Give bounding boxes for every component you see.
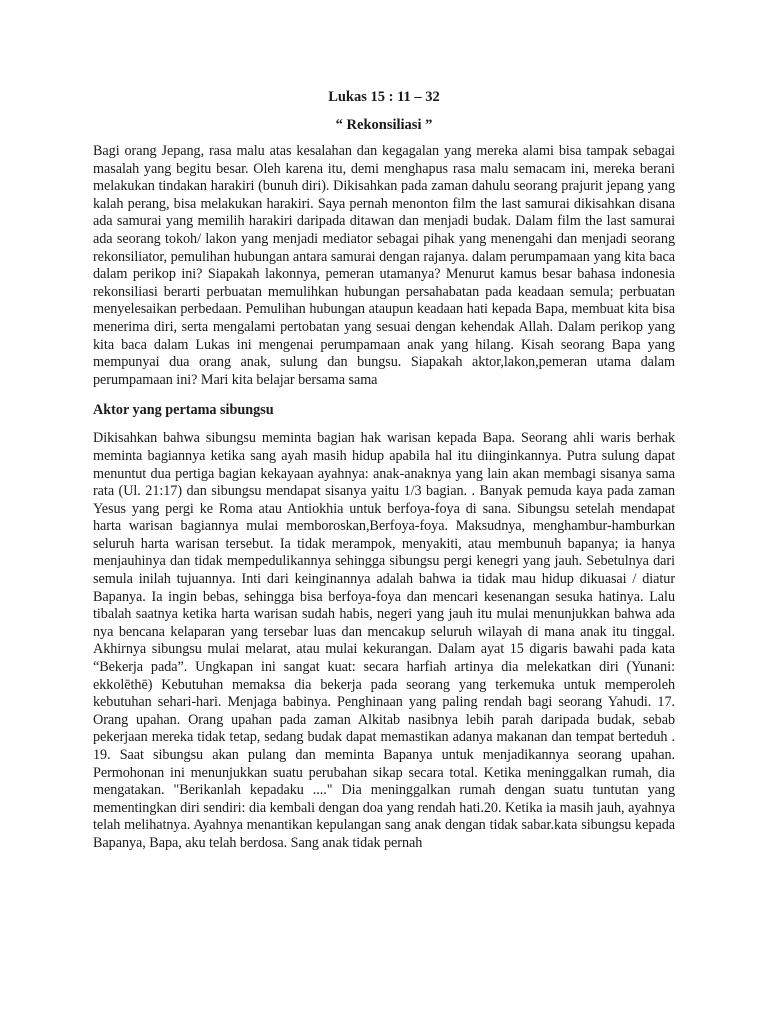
document-title: Lukas 15 : 11 – 32 [328, 89, 440, 105]
document-subtitle: “ Rekonsiliasi ” [335, 117, 433, 133]
section-paragraph: Dikisahkan bahwa sibungsu meminta bagian hak warisan kepada Bapa. Seorang ahli waris berhak meminta bagiannya ketika sang ayah masih hidup apabila hal itu diinginkannya. Putra sulung dapat menuntut dua pertiga bagian kekayaan ayahnya: anak-anaknya yang lain akan membagi sisanya sama rata (Ul. 21:17) dan sibungsu mendapat sisanya yaitu 1/3 bagian. . Banyak pemuda kaya pada zaman Yesus yang pergi ke Roma atau Antiokhia untuk berfoya-foya di sana. Sibungsu setelah mendapat harta warisan bagiannya mulai memboroskan,Berfoya-foya. Maksudnya, menghambur-hamburkan seluruh harta warisan tersebut. Ia tidak merampok, menyakiti, atau membunuh bapanya; ia hanya menjauhinya dan tidak mempedulikannya sehingga sibungsu pergi kenegri yang jauh. Sebetulnya dari semula inilah tujuannya. Inti dari keinginannya adalah bahwa ia tidak mau hidup dikuasai / diatur Bapanya. Ia ingin bebas, sehingga bisa berfoya-foya dan mencari kesenangan sesuka hatinya. Lalu tibalah saatnya ketika harta warisan sudah habis, negeri yang jauh itu mulai menunjukkan bahwa ada nya bencana kelaparan yang tersebar luas dan mencakup seluruh wilayah di mana anak itu tinggal. Akhirnya sibungsu mulai melarat, atau mulai kekurangan. Dalam ayat 15 digaris bawahi pada kata “Bekerja pada”. Ungkapan ini sangat kuat: secara harfiah artinya dia melekatkan diri (Yunani: ekkolēthē) Kebutuhan memaksa dia bekerja pada seorang yang terkemuka untuk memperoleh kebutuhan sehari-hari. Menjaga babinya. Penghinaan yang paling rendah bagi seorang Yahudi. 17. Orang upahan. Orang upahan pada zaman Alkitab nasibnya lebih parah daripada budak, sebab pekerjaan mereka tidak tetap, sedang budak dapat memastikan adanya makanan dan tempat berteduh . 19. Saat sibungsu akan pulang dan meminta Bapanya untuk menjadikannya seorang upahan. Permohonan ini menunjukkan suatu perubahan sikap secara total. Ketika meninggalkan rumah, dia mengatakan. "Berikanlah kepadaku ...." Dia meninggalkan rumah dengan suatu tuntutan yang mementingkan diri sendiri: dia kembali dengan doa yang rendah hati.20. Ketika ia masih jauh, ayahnya telah melihatnya. Ayahnya menantikan kepulangan sang anak dengan tidak sabar.kata sibungsu kepada Bapanya, Bapa, aku telah berdosa. Sang anak tidak pernah [93, 430, 675, 851]
document-page [93, 88, 675, 853]
section-heading: Aktor yang pertama sibungsu [93, 402, 274, 419]
intro-paragraph: Bagi orang Jepang, rasa malu atas kesalahan dan kegagalan yang mereka alami bisa tampak sebagai masalah yang begitu besar. Oleh karena itu, demi menghapus rasa malu semacam ini, mereka berani melakukan tindakan harakiri (bunuh diri). Dikisahkan pada zaman dahulu seorang prajurit jepang yang kalah perang, bisa melakukan harakiri. Saya pernah menonton film the last samurai dikisahkan disana ada samurai yang memilih harakiri daripada ditawan dan menjadi budak. Dalam film the last samurai ada seorang tokoh/ lakon yang menjadi mediator sebagai pihak yang menengahi dan menjadi seorang rekonsiliator, pemulihan hubungan antara samurai dengan rajanya. dalam perumpamaan yang kita baca dalam perikop ini? Siapakah lakonnya, pemeran utamanya? Menurut kamus besar bahasa indonesia rekonsiliasi berarti perbuatan memulihkan hubungan persahabatan pada keadaan semula; perbuatan menyelesaikan perbedaan. Pemulihan hubungan ataupun keadaan hati kepada Bapa, membuat kita bisa menerima diri, serta mengalami pertobatan yang sesuai dengan kehendak Allah. Dalam perikop yang kita baca dalam Lukas ini mengenai perumpamaan anak yang hilang. Kisah seorang Bapa yang mempunyai dua orang anak, sulung dan bungsu. Siapakah aktor,lakon,pemeran utama dalam perumpamaan ini? Mari kita belajar bersama sama [93, 143, 675, 388]
